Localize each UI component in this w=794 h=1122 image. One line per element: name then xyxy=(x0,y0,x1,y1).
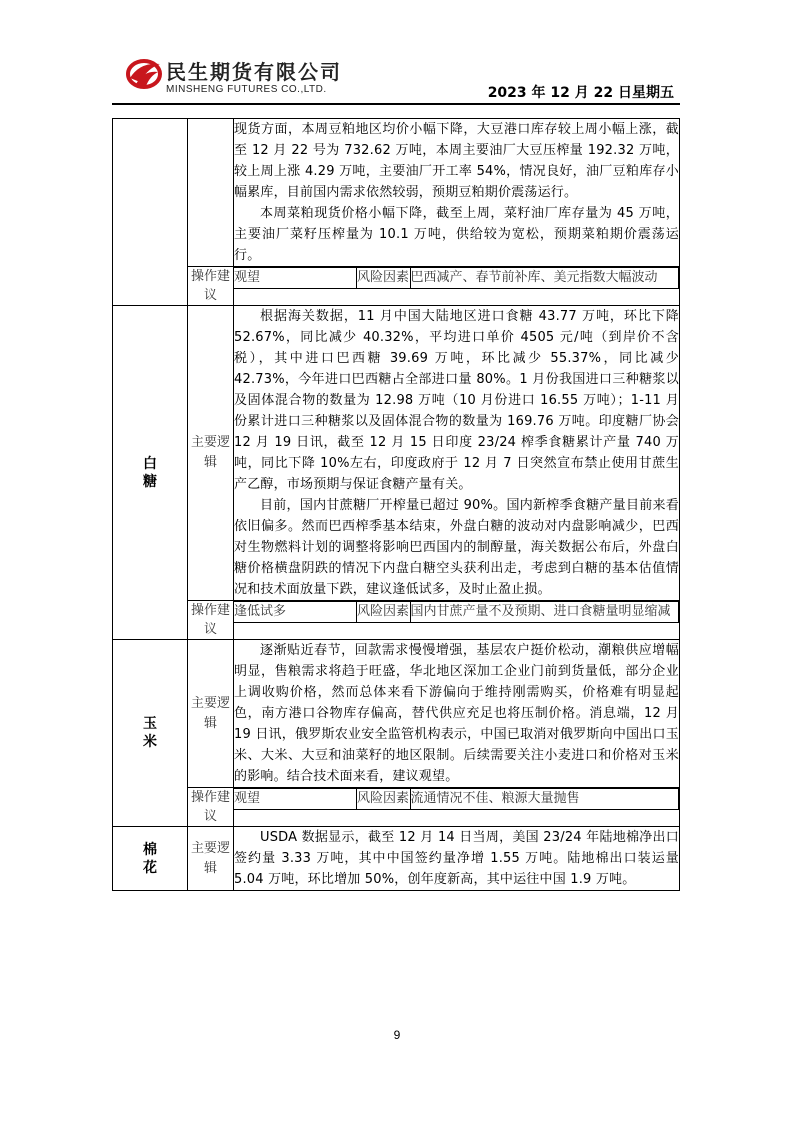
meal-category-cell xyxy=(113,119,188,306)
meal-op-value: 观望 xyxy=(234,268,356,289)
corn-logic-label: 主要逻辑 xyxy=(188,640,234,788)
cotton-logic-content xyxy=(234,827,680,891)
company-logo xyxy=(126,54,366,100)
cotton-category-name: 棉花 xyxy=(143,841,157,876)
sugar-category-name: 白糖 xyxy=(143,455,157,490)
sugar-op-value: 逢低试多 xyxy=(234,602,356,623)
company-name-cn: 民生期货有限公司 xyxy=(166,60,342,84)
sugar-logic-label: 主要逻辑 xyxy=(188,306,234,601)
corn-op-value: 观望 xyxy=(234,789,356,810)
meal-paragraph-1: 现货方面，本周豆粕地区均价小幅下降，大豆港口库存较上周小幅上涨，截至 12 月 22 号为 732.62 万吨，本周主要油厂大豆压榨量 192.32 万吨，较上周上涨 4.29 万吨，主要油厂开工率 54%，情况良好，油厂豆粕库存小幅累库，目前国内需求依然较弱，预期豆粕期价震荡运行。 xyxy=(234,122,679,200)
sugar-paragraph-1: 根据海关数据，11 月中国大陆地区进口食糖 43.77 万吨，环比下降 52.67%，同比减少 40.32%，平均进口单价 4505 元/吨（到岸价不含税），其中进口巴西糖 39.69 万吨，环比减少 55.37%，同比减少 42.73%，今年进口巴西糖占全部进口量 80%。1 月份我国进口三种糖浆以及固体混合物的数量为 12.98 万吨（10 月份进口 16.55 万吨）；1-11 月份累计进口三种糖浆以及固体混合物的数量为 169.76 万吨。印度糖厂协会 12 月 19 日讯，截至 12 月 15 日印度 23/24 榨季食糖累计产量 740 万吨，同比下降 10%左右，印度政府于 12 月 7 日突然宣布禁止使用甘蔗生产乙醇，市场预期与保证食糖产量有关。 xyxy=(234,309,679,492)
cotton-logic-label: 主要逻辑 xyxy=(188,827,234,891)
sugar-risk-label: 风险因素 xyxy=(356,602,410,623)
cotton-category-cell xyxy=(113,827,188,891)
meal-paragraph-2: 本周菜粕现货价格小幅下降，截至上周，菜籽油厂库存量为 45 万吨，主要油厂菜籽压榨量为 10.1 万吨，供给较为宽松，预期菜粕期价震荡运行。 xyxy=(234,206,679,263)
sugar-logic-row xyxy=(113,306,680,601)
company-name-en: MINSHENG FUTURES CO.,LTD. xyxy=(166,84,327,95)
corn-op-label: 操作建议 xyxy=(188,788,234,827)
meal-risk-value: 巴西减产、春节前补库、美元指数大幅波动 xyxy=(410,268,679,289)
sugar-category-cell xyxy=(113,306,188,640)
sugar-logic-content xyxy=(234,306,680,601)
corn-category-name: 玉米 xyxy=(143,716,157,750)
meal-logic-row xyxy=(113,119,680,267)
commodity-analysis-table xyxy=(112,118,680,891)
meal-op-row xyxy=(113,267,680,306)
corn-logic-content xyxy=(234,640,680,788)
sugar-op-row xyxy=(113,601,680,640)
meal-logic-content xyxy=(234,119,680,267)
meal-logic-label-cell xyxy=(188,119,234,267)
corn-risk-label: 风险因素 xyxy=(356,789,410,810)
sugar-paragraph-2: 目前，国内甘蔗糖厂开榨量已超过 90%。国内新榨季食糖产量目前来看依旧偏多。然而巴西榨季基本结束，外盘白糖的波动对内盘影响减少，巴西对生物燃料计划的调整将影响巴西国内的制醇量，海关数据公布后，外盘白糖价格横盘阴跌的情况下内盘白糖空头获利出走，考虑到白糖的基本估值情况和技术面放量下跌，建议逢低试多，及时止盈止损。 xyxy=(234,498,679,597)
cotton-paragraph-1: USDA 数据显示，截至 12 月 14 日当周，美国 23/24 年陆地棉净出口签约量 3.33 万吨，其中中国签约量净增 1.55 万吨。陆地棉出口装运量 5.04 万吨，环比增加 50%，创年度新高，其中运往中国 1.9 万吨。 xyxy=(234,830,679,887)
meal-risk-label: 风险因素 xyxy=(356,268,410,289)
cotton-logic-row xyxy=(113,827,680,891)
corn-category-cell xyxy=(113,640,188,827)
sugar-op-label: 操作建议 xyxy=(188,601,234,640)
page-number: 9 xyxy=(393,1028,401,1042)
corn-op-row xyxy=(113,788,680,827)
header-divider xyxy=(112,103,680,105)
corn-risk-value: 流通情况不佳、粮源大量抛售 xyxy=(410,789,679,810)
corn-paragraph-1: 逐渐贴近春节，回款需求慢慢增强，基层农户挺价松动，潮粮供应增幅明显，售粮需求将趋于旺盛，华北地区深加工企业门前到货量低，部分企业上调收购价格，然而总体来看下游偏向于维持刚需购买，价格难有明显起色，南方港口谷物库存偏高，替代供应充足也将压制价格。消息端，12 月 19 日讯，俄罗斯农业安全监管机构表示，中国已取消对俄罗斯向中国出口玉米、大米、大豆和油菜籽的地区限制。后续需要关注小麦进口和价格对玉米的影响。结合技术面来看，建议观望。 xyxy=(234,643,679,784)
minsheng-logo-icon xyxy=(126,56,162,90)
report-date: 2023 年 12 月 22 日星期五 xyxy=(487,85,674,101)
corn-logic-row xyxy=(113,640,680,788)
meal-op-label: 操作建议 xyxy=(188,267,234,306)
sugar-risk-value: 国内甘蔗产量不及预期、进口食糖量明显缩减 xyxy=(410,602,679,623)
